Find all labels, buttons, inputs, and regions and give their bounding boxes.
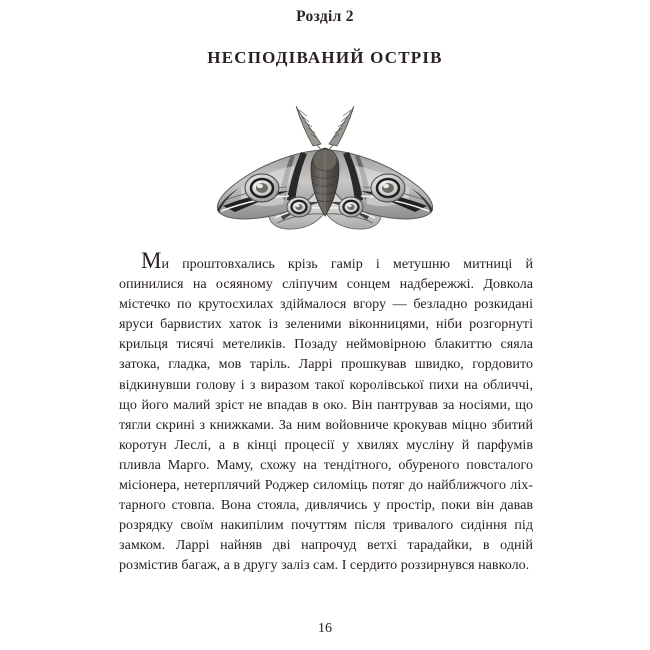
eyespot-lower-left — [287, 197, 311, 217]
drop-cap: М — [141, 248, 162, 273]
chapter-title: НЕСПОДІВАНИЙ ОСТРІВ — [207, 48, 443, 67]
paragraph-body: и проштовхались крізь гамір і метушню митниці й опинилися на осяяному сліпучим сонцем надбережжі. Довкола містечко по крутосхилах здіймалося вгору — безладно розкидані яруси барвистих хаток із зеленими віконницями, ніби розгорнуті крильця тисячі метеликів. Позаду неймовірною блакиттю сяяла затока, гладка, мов таріль. Ларрі прошкував швидко, гордовито відкинувши голову і з виразом такої королівської пихи на обличчі, що його малий зріст не впадав в око. Він пантрував за носіями, що тягли скрині з книжками. За ним войовниче крокував міцно збитий коротун Леслі, а в кінці процесії у хвилях мусліну й парфумів пливла Марго. Маму, схожу на тендітного, обуреного повсталого місіонера, нетерплячий Роджер силоміць потяг до найближчого ліхтарного стовпа. Вона стояла, дивлячись у простір, поки він давав розрядку своїм накипілим почуттям після тривалого сидіння під замком. Ларрі найняв дві напрочуд ветхі тарадайки, в одній розмістив багаж, а в другу заліз сам. І сердито роззирнувся навколо. — [119, 256, 533, 574]
eyespot-lower-right — [339, 197, 363, 217]
moth-illustration — [195, 92, 455, 240]
eyespot-upper-right — [371, 174, 405, 202]
eyespot-upper-left — [245, 174, 279, 202]
moth-engraving-icon — [195, 92, 455, 240]
antennae — [296, 106, 354, 152]
chapter-label: Розділ 2 — [296, 8, 354, 25]
page-number: 16 — [318, 621, 332, 636]
body-paragraph — [119, 248, 533, 576]
body-text — [119, 248, 533, 576]
